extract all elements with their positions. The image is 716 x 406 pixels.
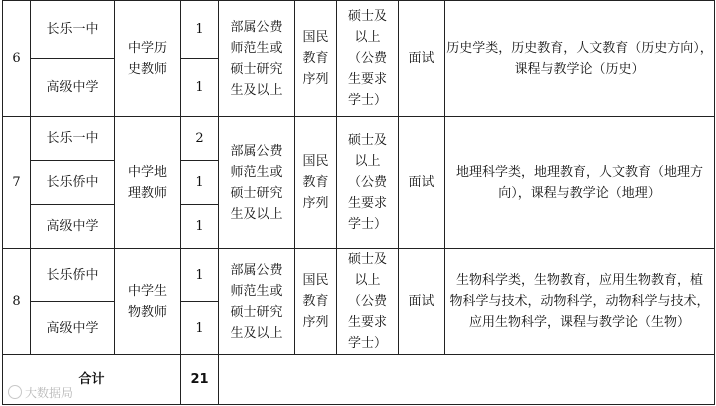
degree-cell bbox=[337, 1, 399, 117]
major-line: 应用生物科学，课程与教学论（生物） bbox=[468, 315, 690, 330]
subject-cell bbox=[115, 117, 181, 249]
degree-line: 硕士及 bbox=[347, 133, 387, 148]
degree-line: 生要求 bbox=[347, 315, 387, 330]
education-cell bbox=[219, 117, 295, 249]
sequence-line: 国民 bbox=[302, 273, 329, 288]
position-count: 1 bbox=[181, 302, 219, 355]
major-line: 课程与教学论（历史） bbox=[514, 61, 645, 77]
school-name: 长乐一中 bbox=[31, 1, 115, 59]
education-line: 部属公费 bbox=[230, 143, 283, 159]
degree-line: 以上 bbox=[354, 30, 381, 45]
position-count: 1 bbox=[181, 1, 219, 59]
table-row bbox=[3, 1, 715, 59]
degree-line: （公费 bbox=[347, 294, 387, 309]
education-cell bbox=[219, 249, 295, 355]
degree-cell bbox=[337, 117, 399, 249]
sequence-line: 序列 bbox=[302, 72, 329, 87]
major-line: 地理科学类，地理教育，人文教育（地理方 bbox=[455, 164, 703, 180]
degree-line: （公费 bbox=[347, 175, 387, 190]
education-line: 生及以上 bbox=[230, 206, 283, 222]
degree-line: 学士） bbox=[347, 93, 387, 108]
position-count: 1 bbox=[181, 205, 219, 249]
exam-method: 面试 bbox=[399, 249, 445, 355]
major-cell bbox=[445, 117, 715, 249]
school-name: 高级中学 bbox=[31, 302, 115, 355]
position-count: 1 bbox=[181, 249, 219, 302]
sequence-cell bbox=[295, 249, 337, 355]
subject-line: 中学历 bbox=[127, 40, 167, 56]
education-cell bbox=[219, 1, 295, 117]
sequence-cell bbox=[295, 1, 337, 117]
sequence-line: 教育 bbox=[302, 51, 329, 66]
education-line: 部属公费 bbox=[230, 262, 283, 278]
degree-line: 以上 bbox=[354, 154, 381, 169]
major-line: 物科学与技术，动物科学，动物科学与技术， bbox=[449, 294, 710, 309]
degree-line: 学士） bbox=[347, 336, 387, 351]
school-name: 高级中学 bbox=[31, 205, 115, 249]
subject-line: 物教师 bbox=[127, 304, 167, 320]
sequence-line: 国民 bbox=[302, 30, 329, 45]
table-row bbox=[3, 249, 715, 302]
school-name: 高级中学 bbox=[31, 59, 115, 117]
sequence-line: 国民 bbox=[302, 154, 329, 169]
subject-cell bbox=[115, 249, 181, 355]
watermark bbox=[8, 384, 73, 401]
exam-method: 面试 bbox=[399, 117, 445, 249]
table-row bbox=[3, 117, 715, 161]
recruitment-table bbox=[2, 0, 715, 405]
degree-line: 以上 bbox=[354, 273, 381, 288]
subject-cell bbox=[115, 1, 181, 117]
school-name: 长乐一中 bbox=[31, 117, 115, 161]
degree-cell bbox=[337, 249, 399, 355]
degree-line: 学士） bbox=[347, 217, 387, 232]
position-count: 2 bbox=[181, 117, 219, 161]
degree-line: 硕士及 bbox=[347, 9, 387, 24]
degree-line: 生要求 bbox=[347, 72, 387, 87]
exam-method: 面试 bbox=[399, 1, 445, 117]
subject-line: 中学地 bbox=[127, 164, 167, 180]
major-line: 生物科学类，生物教育，应用生物教育，植 bbox=[455, 273, 703, 288]
subject-line: 理教师 bbox=[127, 185, 167, 201]
education-line: 硕士研究 bbox=[230, 185, 283, 201]
total-empty-cell bbox=[219, 355, 715, 405]
education-line: 师范生或 bbox=[230, 164, 283, 180]
education-line: 生及以上 bbox=[230, 325, 283, 341]
education-line: 部属公费 bbox=[230, 19, 283, 35]
watermark-logo-icon bbox=[8, 385, 22, 399]
total-count: 21 bbox=[181, 355, 219, 405]
sequence-cell bbox=[295, 117, 337, 249]
education-line: 硕士研究 bbox=[230, 61, 283, 77]
sequence-line: 序列 bbox=[302, 315, 329, 330]
watermark-text: 大数据局 bbox=[25, 386, 74, 400]
major-line: 向），课程与教学论（地理） bbox=[498, 185, 661, 201]
education-line: 生及以上 bbox=[230, 82, 283, 98]
education-line: 师范生或 bbox=[230, 283, 283, 299]
education-line: 师范生或 bbox=[230, 40, 283, 56]
total-row bbox=[3, 355, 715, 405]
row-number: 7 bbox=[3, 117, 31, 249]
school-name: 长乐侨中 bbox=[31, 161, 115, 205]
position-count: 1 bbox=[181, 59, 219, 117]
subject-line: 史教师 bbox=[127, 61, 167, 77]
sequence-line: 教育 bbox=[302, 175, 329, 190]
total-label: 合计 bbox=[3, 355, 181, 405]
major-cell bbox=[445, 1, 715, 117]
sequence-line: 教育 bbox=[302, 294, 329, 309]
degree-line: （公费 bbox=[347, 51, 387, 66]
row-number: 8 bbox=[3, 249, 31, 355]
major-cell bbox=[445, 249, 715, 355]
degree-line: 硕士及 bbox=[347, 252, 387, 267]
education-line: 硕士研究 bbox=[230, 304, 283, 320]
row-number: 6 bbox=[3, 1, 31, 117]
school-name: 长乐侨中 bbox=[31, 249, 115, 302]
subject-line: 中学生 bbox=[127, 283, 167, 299]
degree-line: 生要求 bbox=[347, 196, 387, 211]
sequence-line: 序列 bbox=[302, 196, 329, 211]
major-line: 历史学类，历史教育，人文教育（历史方向）， bbox=[446, 40, 713, 56]
position-count: 1 bbox=[181, 161, 219, 205]
